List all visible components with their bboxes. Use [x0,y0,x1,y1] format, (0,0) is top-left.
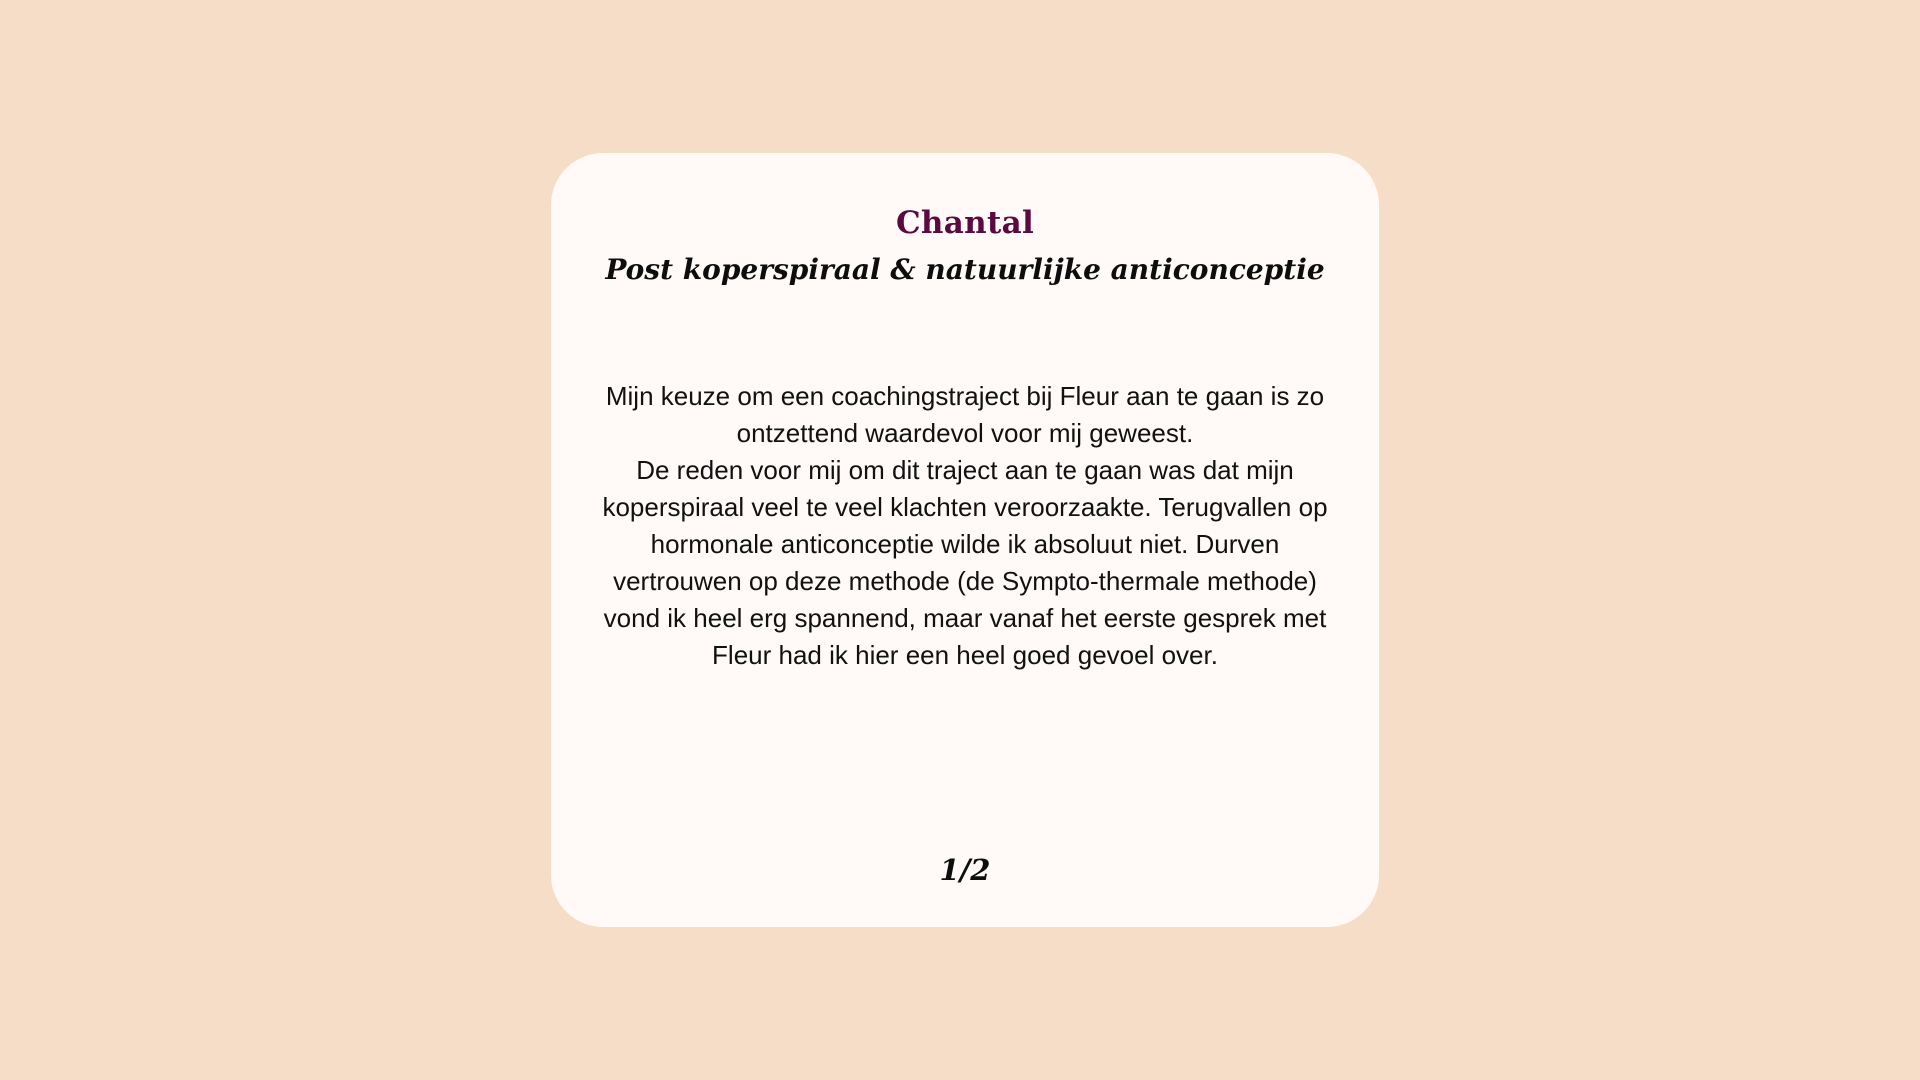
testimonial-paragraph-2: De reden voor mij om dit traject aan te gaan was dat mijn koperspiraal veel te veel klachten veroorzaakte. Terugvallen op hormonale anticonceptie wilde ik absoluut niet. Durven vertrouwen op deze methode (de Sympto-thermale methode) vond ik heel erg spannend, maar vanaf het eerste gesprek met Fleur had ik hier een heel goed gevoel over. [602,455,1328,670]
testimonial-subtitle: Post koperspiraal & natuurlijke anticonceptie [605,253,1325,286]
testimonial-paragraph-1: Mijn keuze om een coachingstraject bij Fleur aan te gaan is zo ontzettend waardevol voor mij geweest. [605,381,1325,448]
testimonial-body [596,378,1334,674]
testimonial-card [551,153,1379,927]
page-indicator: 1/2 [939,853,991,887]
testimonial-name: Chantal [895,205,1035,241]
